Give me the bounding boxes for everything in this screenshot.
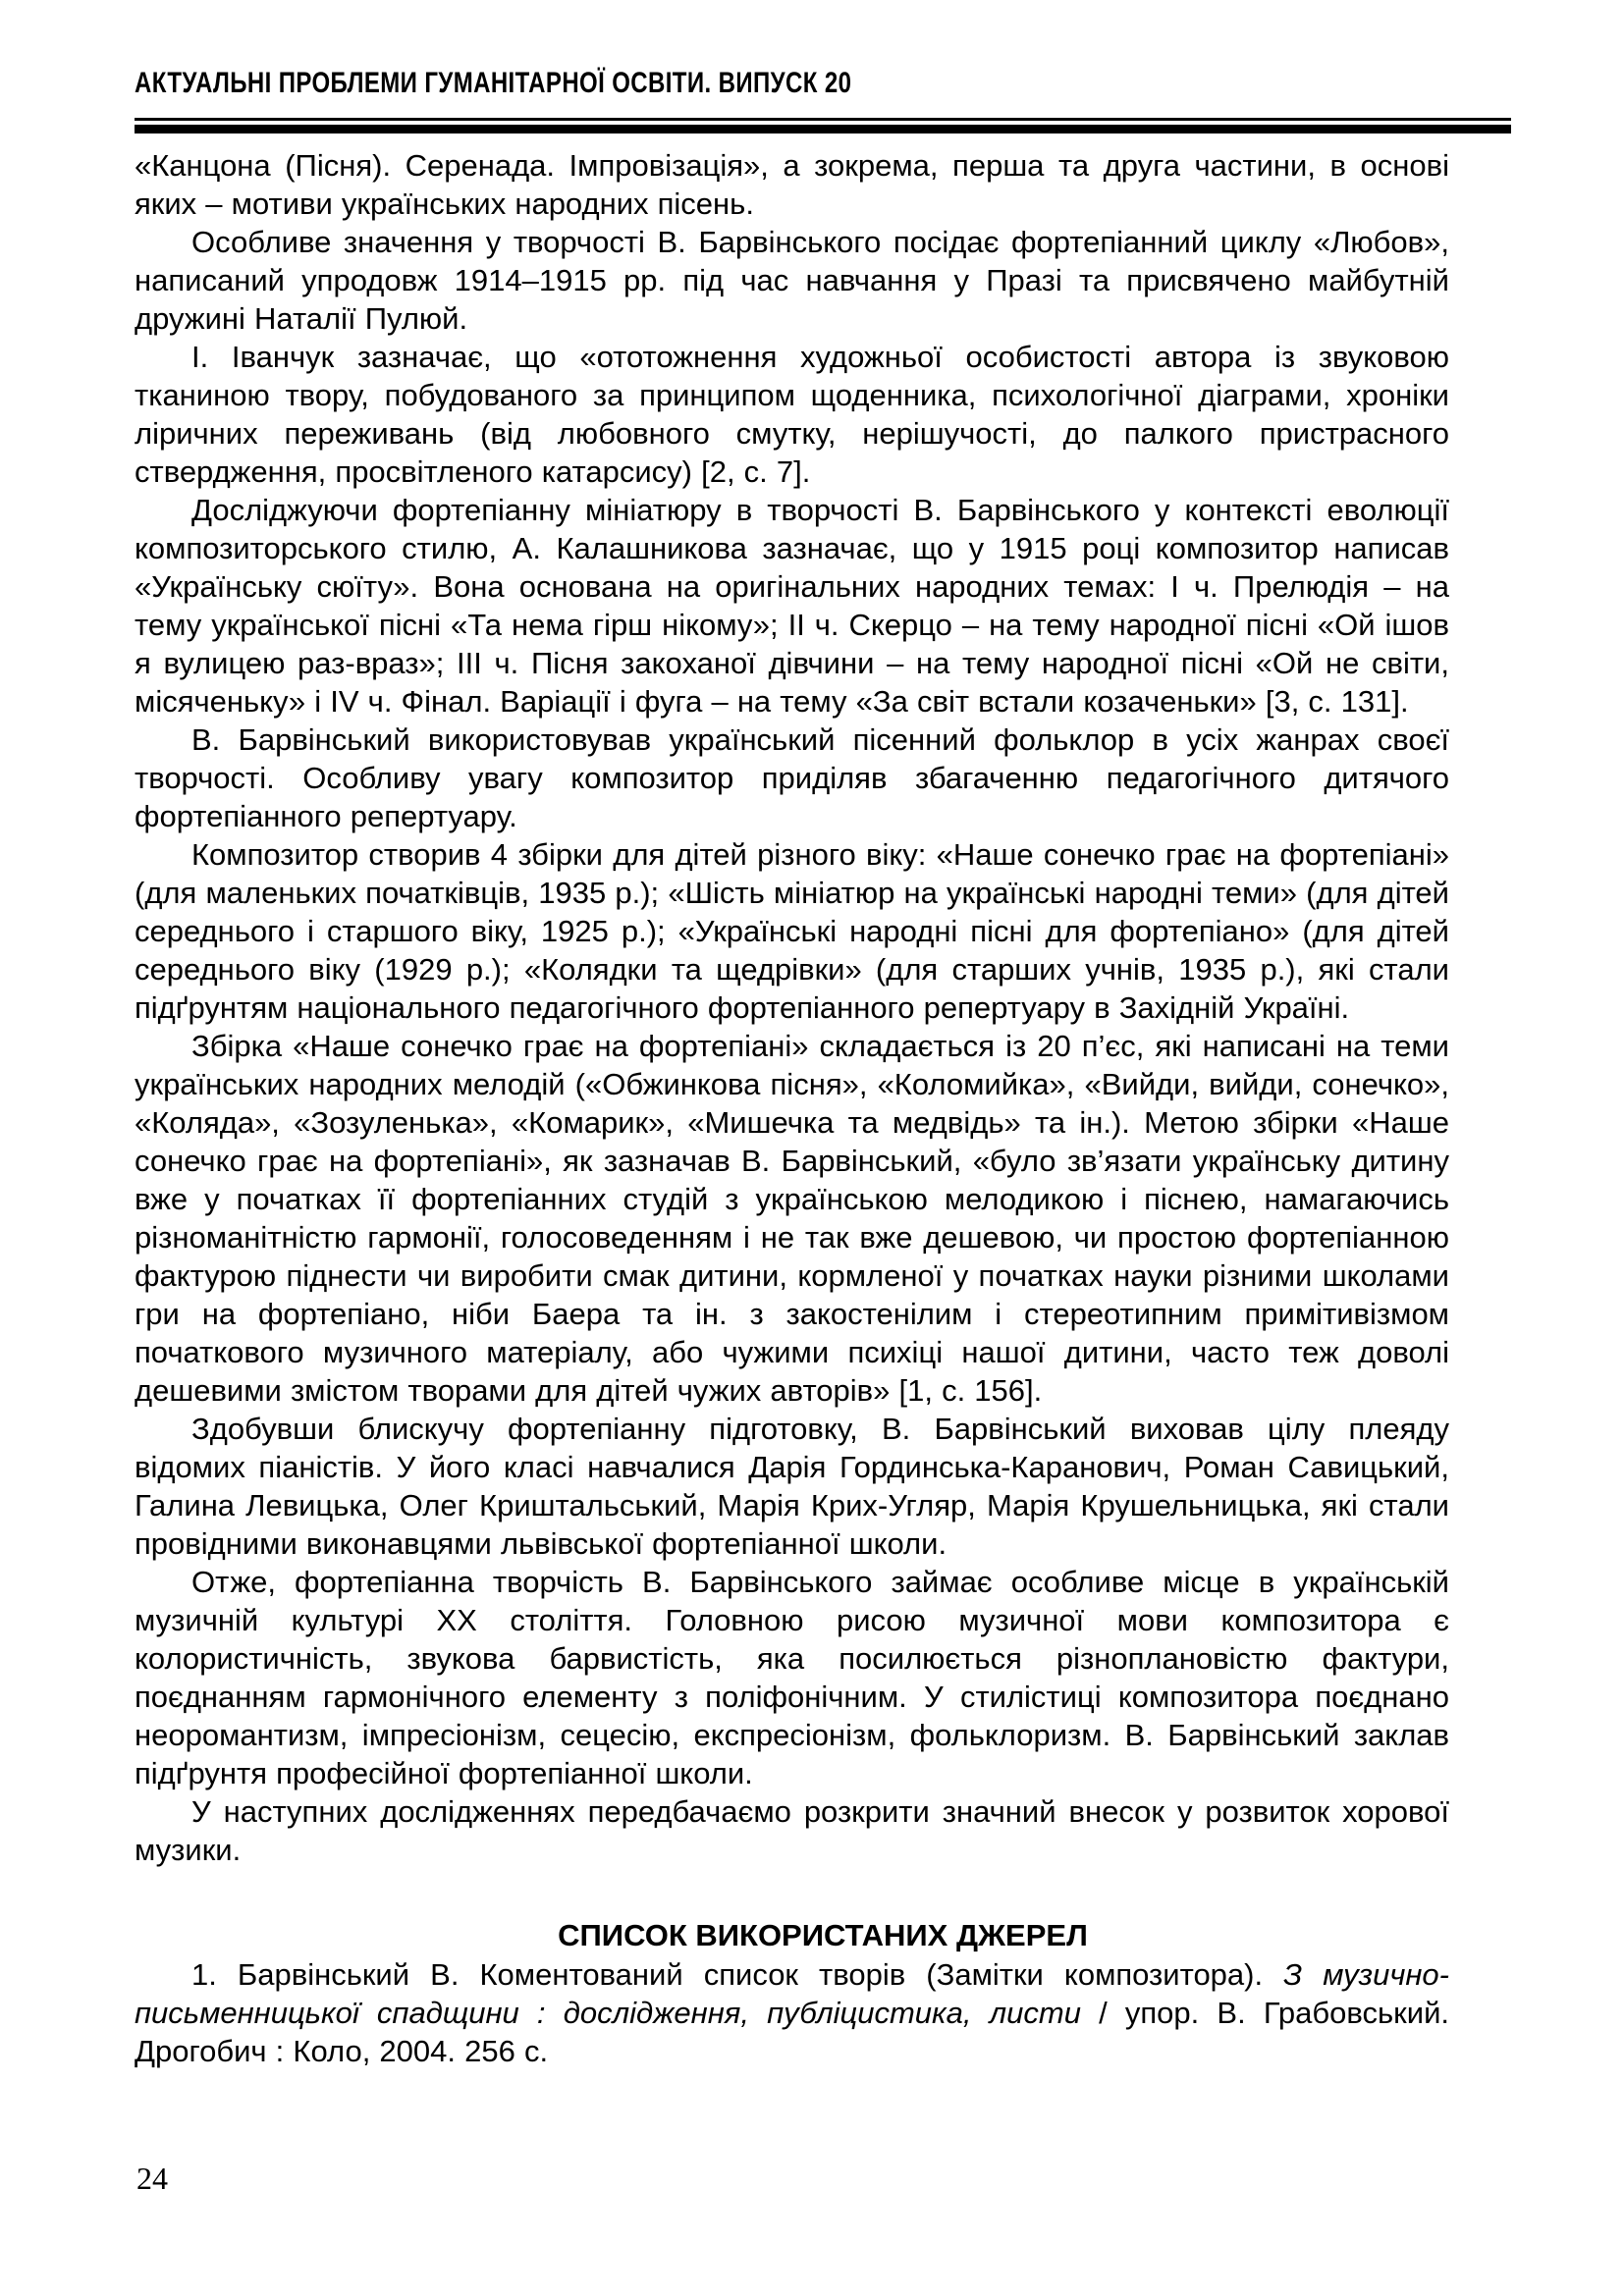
- reference-title-italic: З музично-письменницької спадщини : дослідження, публіцистика, листи: [135, 1957, 1449, 2030]
- paragraph: Здобувши блискучу фортепіанну підготовку, В. Барвінський виховав цілу плеяду відомих піаністів. У його класі навчалися Дарія Гординська-Каранович, Роман Савицький, Галина Левицька, Олег Криштальський, Марія Крих-Угляр, Марія Крушельницька, які стали провідними виконавцями львівської фортепіанної школи.: [135, 1412, 1449, 1561]
- reference-text-before-title: 1. Барвінський В. Коментований список творів (Замітки композитора).: [191, 1957, 1284, 1992]
- page-number: 24: [136, 2161, 168, 2196]
- header-rule-thin-line: [135, 118, 1511, 121]
- paragraph: У наступних дослідженнях передбачаємо розкрити значний внесок у розвиток хорової музики.: [135, 1794, 1449, 1867]
- paragraph: В. Барвінський використовував український пісенний фольклор в усіх жанрах своєї творчості. Особливу увагу композитор приділяв збагаченню педагогічного дитячого фортепіанного репертуару.: [135, 722, 1449, 833]
- reference-item: [135, 1955, 1449, 2070]
- reference-text-after-title: / упор. В. Грабовський. Дрогобич : Коло, 2004. 256 с.: [135, 1996, 1449, 2068]
- paragraph: Композитор створив 4 збірки для дітей різного віку: «Наше сонечко грає на фортепіані» (для маленьких початківців, 1935 р.); «Шість мініатюр на українські народні теми» (для дітей середнього і старшого віку, 1925 р.); «Українські народні пісні для фортепіано» (для дітей середнього віку (1929 р.); «Колядки та щедрівки» (для старших учнів, 1935 р.), які стали підґрунтям національного педагогічного фортепіанного репертуару в Західній Україні.: [135, 837, 1449, 1025]
- paragraph: Досліджуючи фортепіанну мініатюру в творчості В. Барвінського у контексті еволюції композиторського стилю, А. Калашникова зазначає, що у 1915 році композитор написав «Українську сюїту». Вона основана на оригінальних народних темах: І ч. Прелюдія – на тему української пісні «Та нема гірш нікому»; ІІ ч. Скерцо – на тему народної пісні «Ой ішов я вулицею раз-враз»; ІІІ ч. Пісня закоханої дівчини – на тему народної пісні «Ой не світи, місяченьку» і ІV ч. Фінал. Варіації і фуга – на тему «За світ встали козаченьки» [3, с. 131].: [135, 493, 1449, 719]
- header-rule: [135, 118, 1511, 133]
- header-rule-thick-line: [135, 125, 1511, 133]
- paragraph: Отже, фортепіанна творчість В. Барвінського займає особливе місце в українській музичній культурі ХХ століття. Головною рисою музичної мови композитора є колористичність, звукова барвистість, яка посилюється різноплановістю фактури, поєднанням гармонічного елементу з поліфонічним. У стилістиці композитора поєднано неоромантизм, імпресіонізм, сецесію, експресіонізм, фольклоризм. В. Барвінський заклав підґрунтя професійної фортепіанної школи.: [135, 1565, 1449, 1790]
- paragraph: Особливе значення у творчості В. Барвінського посідає фортепіанний циклу «Любов», написаний упродовж 1914–1915 рр. під час навчання у Празі та присвячено майбутній дружині Наталії Пулюй.: [135, 225, 1449, 336]
- paragraph: І. Іванчук зазначає, що «ототожнення художньої особистості автора із звуковою тканиною твору, побудованого за принципом щоденника, психологічної діаграми, хроніки ліричних переживань (від любовного смутку, нерішучості, до палкого пристрасного ствердження, просвітленого катарсису) [2, с. 7].: [135, 340, 1449, 489]
- paragraph: «Канцона (Пісня). Серенада. Імпровізація», а зокрема, перша та друга частини, в основі яких – мотиви українських народних пісень.: [135, 148, 1449, 221]
- references-heading: СПИСОК ВИКОРИСТАНИХ ДЖЕРЕЛ: [558, 1918, 1088, 1952]
- article-body: [135, 146, 1511, 2070]
- paragraph: Збірка «Наше сонечко грає на фортепіані» складається із 20 п’єс, які написані на теми українських народних мелодій («Обжинкова пісня», «Коломийка», «Вийди, вийди, сонечко», «Коляда», «Зозуленька», «Комарик», «Мишечка та медвідь» та ін.). Метою збірки «Наше сонечко грає на фортепіані», як зазначав В. Барвінський, «було зв’язати українську дитину вже у початках її фортепіанних студій з українською мелодикою і піснею, намагаючись різноманітністю гармонії, голосоведенням і не так вже дешевою, чи простою фортепіанною фактурою піднести чи виробити смак дитини, кормленої у початках науки різними школами гри на фортепіано, ніби Баера та ін. з закостенілим і стереотипним примітивізмом початкового музичного матеріалу, або чужими психіці нашої дитини, часто теж доволі дешевими змістом творами для дітей чужих авторів» [1, с. 156].: [135, 1029, 1449, 1408]
- running-header: [135, 67, 1511, 100]
- journal-title: АКТУАЛЬНІ ПРОБЛЕМИ ГУМАНІТАРНОЇ ОСВІТИ. ВИПУСК 20: [135, 67, 852, 99]
